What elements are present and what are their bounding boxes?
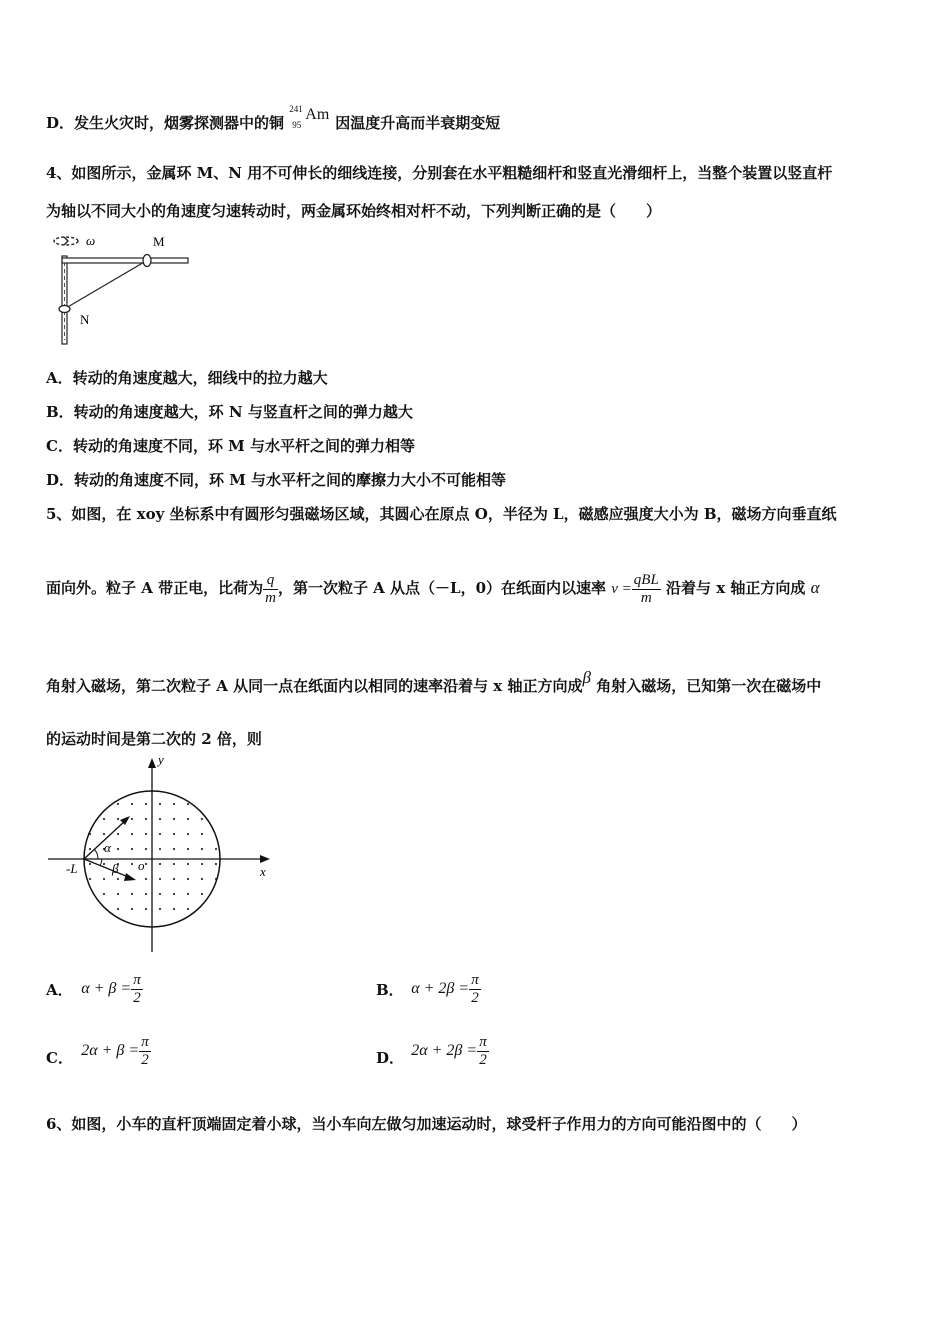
option-formula-lhs: α + β = <box>81 980 132 997</box>
field-dot <box>201 878 203 880</box>
field-dot <box>145 893 147 895</box>
q4-option-a: A．转动的角速度越大，细线中的拉力越大 <box>46 369 328 387</box>
field-dot <box>215 803 217 805</box>
isotope-mass-number: 241 <box>289 104 303 114</box>
q4-stem-line1: 4、如图所示，金属环 M、N 用不可伸长的细线连接，分别套在水平粗糙细杆和竖直光滑细杆上，当整个装置以竖直杆 <box>46 164 833 182</box>
field-dot <box>131 818 133 820</box>
fraction-denominator: 2 <box>479 1051 487 1068</box>
field-dot <box>145 908 147 910</box>
fraction-denominator: m <box>640 589 652 606</box>
field-dot <box>159 878 161 880</box>
q5-figure <box>46 752 286 957</box>
option-label: B． <box>376 980 404 999</box>
field-dot <box>173 908 175 910</box>
field-dot <box>159 818 161 820</box>
field-dot <box>187 863 189 865</box>
fraction-numerator: π <box>471 972 479 988</box>
field-dot <box>173 833 175 835</box>
isotope-symbol: Am <box>305 106 330 123</box>
q5-stem-line1: 5、如图，在 xoy 坐标系中有圆形匀强磁场区域，其圆心在原点 O，半径为 L，磁感应强度大小为 B，磁场方向垂直纸 <box>46 505 837 523</box>
fraction-denominator: 2 <box>141 1051 149 1068</box>
ring-m-label: M <box>153 234 165 249</box>
field-dot <box>103 803 105 805</box>
field-dot <box>187 803 189 805</box>
field-dot <box>89 848 91 850</box>
y-axis-label: y <box>158 752 164 767</box>
option-formula-lhs: 2α + β = <box>81 1042 140 1059</box>
q5-text: 角射入磁场，已知第一次在磁场中 <box>596 677 822 695</box>
field-dot <box>103 863 105 865</box>
field-dot <box>215 848 217 850</box>
field-dot <box>187 818 189 820</box>
field-dot <box>159 863 161 865</box>
neg-l-label: -L <box>66 861 78 876</box>
fraction-denominator: m <box>265 589 276 606</box>
field-dot <box>159 908 161 910</box>
fraction-denominator: 2 <box>133 989 141 1006</box>
q5-text: 沿着与 x 轴正方向成 <box>666 579 806 597</box>
fraction-numerator: qBL <box>633 572 659 588</box>
option-formula-fraction <box>131 972 143 1006</box>
field-dot <box>117 833 119 835</box>
omega-label: ω <box>86 233 96 248</box>
option-text-after: 因温度升高而半衰期变短 <box>335 114 501 132</box>
origin-label: o <box>138 858 145 873</box>
field-dot <box>215 863 217 865</box>
field-dot <box>159 833 161 835</box>
q4-figure <box>46 230 196 346</box>
option-formula-lhs: α + 2β = <box>411 980 470 997</box>
isotope-atomic-number: 95 <box>292 120 302 130</box>
field-dot <box>201 848 203 850</box>
q5-stem-line3 <box>46 666 821 706</box>
q5-option-b <box>376 972 481 1006</box>
field-dot <box>145 863 147 865</box>
field-dot <box>215 908 217 910</box>
q4-option-d: D．转动的角速度不同，环 M 与水平杆之间的摩擦力大小不可能相等 <box>46 471 507 489</box>
charge-mass-ratio-fraction <box>263 572 278 606</box>
velocity-fraction <box>632 572 661 606</box>
q6-stem: 6、如图，小车的直杆顶端固定着小球，当小车向左做匀加速运动时，球受杆子作用力的方向可能沿图中的（ ） <box>46 1115 807 1133</box>
field-dot <box>89 893 91 895</box>
q5-text: 角射入磁场，第二次粒子 A 从同一点在纸面内以相同的速率沿着与 x 轴正方向成 <box>46 677 583 695</box>
field-dot <box>201 908 203 910</box>
field-dot <box>201 818 203 820</box>
option-text: 发生火灾时，烟雾探测器中的铜 <box>74 114 285 132</box>
rotation-arrow-icon <box>54 237 78 245</box>
field-dot <box>117 908 119 910</box>
field-dot <box>159 803 161 805</box>
field-dot <box>215 893 217 895</box>
horizontal-rod <box>62 258 188 263</box>
beta-symbol: β <box>582 668 591 687</box>
field-dot <box>173 878 175 880</box>
field-dot <box>117 818 119 820</box>
field-dot <box>201 833 203 835</box>
field-dot <box>173 893 175 895</box>
field-dot <box>89 863 91 865</box>
field-dot <box>131 848 133 850</box>
field-dot <box>89 878 91 880</box>
isotope-notation <box>289 104 335 134</box>
field-dot <box>201 893 203 895</box>
alpha-symbol: α <box>810 578 820 597</box>
fraction-numerator: π <box>479 1034 487 1050</box>
field-dot <box>103 893 105 895</box>
field-dot <box>215 818 217 820</box>
field-dot <box>145 848 147 850</box>
field-dot <box>159 893 161 895</box>
field-dot <box>89 908 91 910</box>
field-dot <box>187 878 189 880</box>
option-formula-fraction <box>139 1034 151 1068</box>
velocity-symbol: v = <box>611 581 632 597</box>
beta-label: β <box>112 861 119 876</box>
field-dot <box>131 908 133 910</box>
ring-n <box>59 306 70 313</box>
ring-m <box>143 255 151 267</box>
field-dot <box>131 803 133 805</box>
magnetic-field-dots <box>89 803 217 910</box>
q5-stem-line2 <box>46 568 820 609</box>
q5-stem-line4: 的运动时间是第二次的 2 倍，则 <box>46 730 262 748</box>
field-dot <box>201 803 203 805</box>
field-dot <box>187 908 189 910</box>
field-dot <box>187 893 189 895</box>
q5-option-d <box>376 1034 489 1068</box>
field-dot <box>103 833 105 835</box>
beta-angle-arc <box>100 859 102 866</box>
velocity-arrow-beta <box>84 859 131 878</box>
x-axis-arrow-icon <box>260 855 270 863</box>
ring-n-label: N <box>80 312 90 327</box>
q4-stem-line2: 为轴以不同大小的角速度匀速转动时，两金属环始终相对杆不动，下列判断正确的是（ ） <box>46 202 662 220</box>
field-dot <box>89 818 91 820</box>
q5-text: 面向外。粒子 A 带正电，比荷为 <box>46 579 264 597</box>
fraction-numerator: q <box>263 572 278 590</box>
y-axis-arrow-icon <box>148 758 156 768</box>
field-dot <box>145 818 147 820</box>
option-label: D． <box>376 1049 405 1067</box>
field-dot <box>103 878 105 880</box>
field-dot <box>131 863 133 865</box>
field-dot <box>89 803 91 805</box>
field-dot <box>117 803 119 805</box>
alpha-label: α <box>104 840 111 855</box>
x-axis-label: x <box>260 864 266 879</box>
field-dot <box>187 848 189 850</box>
q4-option-c: C．转动的角速度不同，环 M 与水平杆之间的弹力相等 <box>46 437 415 455</box>
fraction-numerator: π <box>133 972 141 988</box>
option-formula-fraction <box>477 1034 489 1068</box>
fraction-numerator: π <box>141 1034 149 1050</box>
field-dot <box>173 863 175 865</box>
option-label: C． <box>46 1049 73 1067</box>
option-label: D． <box>46 114 75 132</box>
alpha-angle-arc <box>94 849 98 859</box>
field-dot <box>117 893 119 895</box>
option-d-previous <box>46 104 501 134</box>
field-dot <box>173 818 175 820</box>
option-label: A． <box>46 980 73 999</box>
string-line <box>66 261 146 308</box>
q5-text: ，第一次粒子 A 从点（－L，0）在纸面内以速率 <box>277 579 607 597</box>
field-dot <box>117 848 119 850</box>
field-dot <box>103 818 105 820</box>
q4-option-b: B．转动的角速度越大，环 N 与竖直杆之间的弹力越大 <box>46 403 413 421</box>
field-dot <box>145 803 147 805</box>
option-formula-fraction <box>469 972 481 1006</box>
field-dot <box>187 833 189 835</box>
q5-option-a <box>46 972 143 1006</box>
field-dot <box>145 833 147 835</box>
field-dot <box>173 803 175 805</box>
field-dot <box>201 863 203 865</box>
field-dot <box>131 833 133 835</box>
field-dot <box>173 848 175 850</box>
field-dot <box>131 893 133 895</box>
q5-option-c <box>46 1034 151 1068</box>
field-dot <box>145 878 147 880</box>
field-dot <box>159 848 161 850</box>
fraction-denominator: 2 <box>471 989 479 1006</box>
field-dot <box>117 878 119 880</box>
option-formula-lhs: 2α + 2β = <box>411 1042 478 1059</box>
arrowhead-beta-icon <box>124 873 136 881</box>
